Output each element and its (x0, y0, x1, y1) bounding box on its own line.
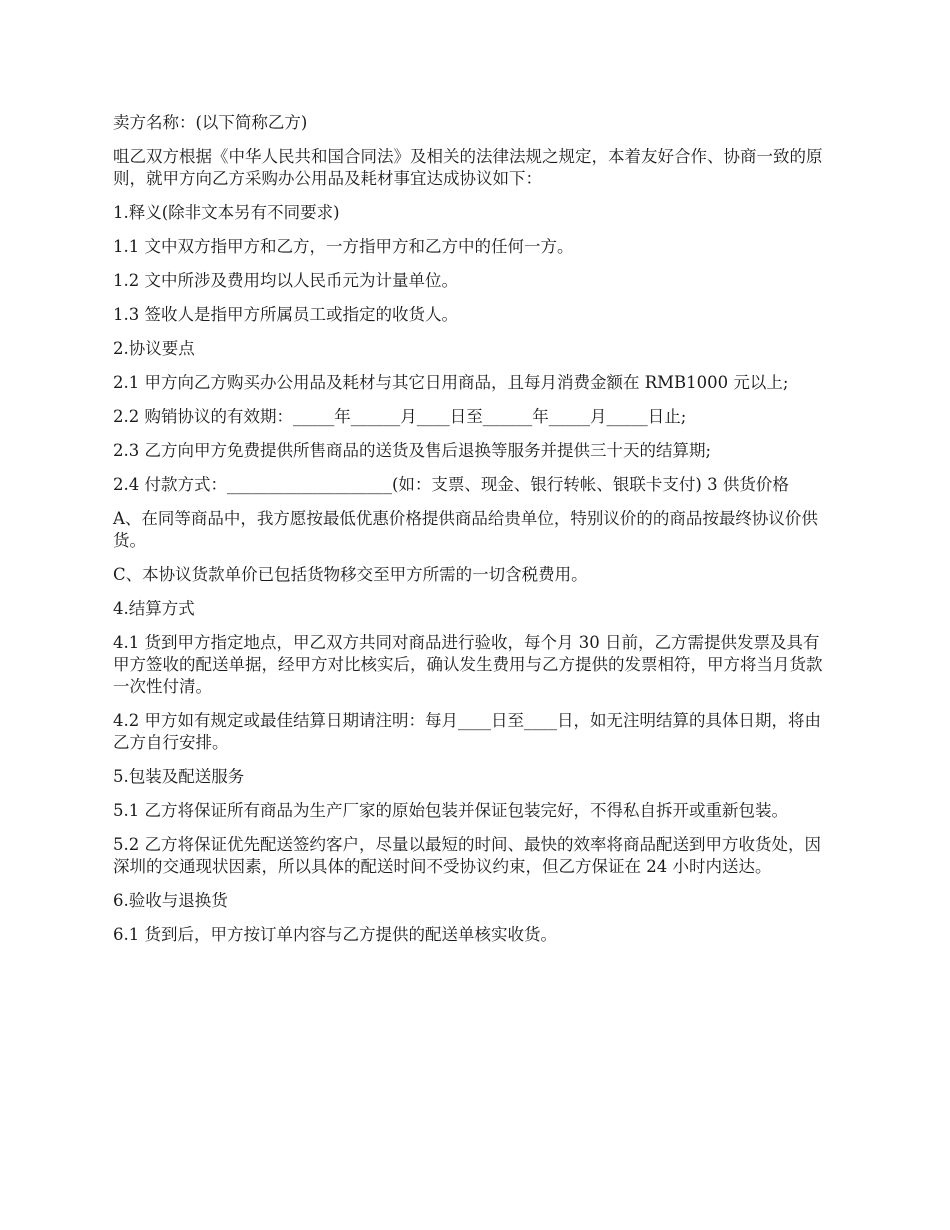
clause-5-2: 5.2 乙方将保证优先配送签约客户，尽量以最短的时间、最快的效率将商品配送到甲方收货处，因深圳的交通现状因素，所以具体的配送时间不受协议约束，但乙方保证在 24 小时内送达。 (113, 835, 821, 876)
clause-1-2: 1.2 文中所涉及费用均以人民币元为计量单位。 (113, 271, 458, 290)
section-heading-packaging-delivery: 5.包装及配送服务 (113, 767, 245, 786)
clause-2-4: 2.4 付款方式：____________________(如：支票、现金、银行转帐、银联卡支付) 3 供货价格 (113, 475, 789, 494)
section-heading-acceptance-returns: 6.验收与退换货 (113, 891, 228, 910)
clause-3-a: A、在同等商品中，我方愿按最低优惠价格提供商品给贵单位，特别议价的的商品按最终协议价供货。 (113, 509, 818, 550)
clause-3-c: C、本协议货款单价已包括货物移交至甲方所需的一切含税费用。 (113, 565, 588, 584)
document-body (113, 112, 833, 958)
clause-4-2: 4.2 甲方如有规定或最佳结算日期请注明：每月____日至____日，如无注明结算的具体日期，将由乙方自行安排。 (113, 711, 821, 752)
seller-name-line: 卖方名称：(以下简称乙方) (113, 113, 308, 132)
clause-4-1: 4.1 货到甲方指定地点，甲乙双方共同对商品进行验收，每个月 30 日前，乙方需提供发票及具有甲方签收的配送单据，经甲方对比核实后，确认发生费用与乙方提供的发票相符，甲方将当月货款一次性付清。 (113, 633, 823, 696)
section-heading-settlement: 4.结算方式 (113, 599, 195, 618)
clause-1-3: 1.3 签收人是指甲方所属员工或指定的收货人。 (113, 305, 458, 324)
clause-2-1: 2.1 甲方向乙方购买办公用品及耗材与其它日用商品，且每月消费金额在 RMB1000 元以上; (113, 373, 789, 392)
section-heading-agreement-points: 2.协议要点 (113, 339, 195, 358)
section-heading-definitions: 1.释义(除非文本另有不同要求) (113, 203, 340, 222)
preamble-paragraph: 咀乙双方根据《中华人民共和国合同法》及相关的法律法规之规定，本着友好合作、协商一致的原则，就甲方向乙方采购办公用品及耗材事宜达成协议如下： (113, 147, 823, 188)
clause-5-1: 5.1 乙方将保证所有商品为生产厂家的原始包装并保证包装完好，不得私自拆开或重新包装。 (113, 801, 788, 820)
clause-1-1: 1.1 文中双方指甲方和乙方，一方指甲方和乙方中的任何一方。 (113, 237, 574, 256)
clause-2-2: 2.2 购销协议的有效期：_____年______月____日至______年_____月_____日止; (113, 407, 687, 426)
clause-2-3: 2.3 乙方向甲方免费提供所售商品的送货及售后退换等服务并提供三十天的结算期; (113, 441, 712, 460)
clause-6-1: 6.1 货到后，甲方按订单内容与乙方提供的配送单核实收货。 (113, 925, 557, 944)
